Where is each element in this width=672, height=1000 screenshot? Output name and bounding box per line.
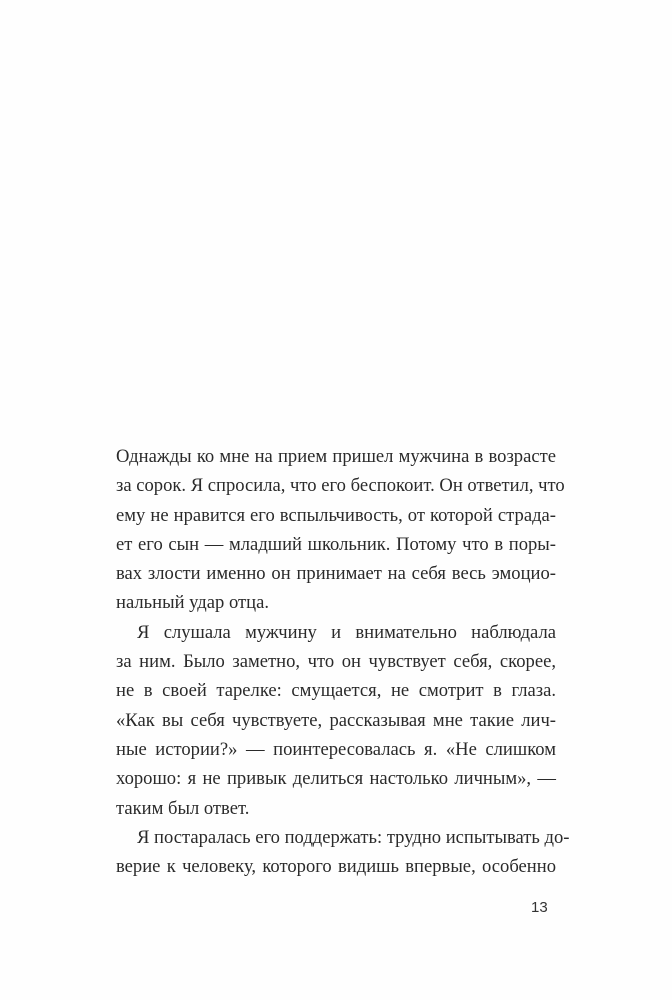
text-line: Я слушала мужчину и внимательно наблюдала — [137, 621, 556, 643]
body-text — [116, 442, 570, 881]
text-line: Однажды ко мне на прием пришел мужчина в возрасте — [116, 446, 556, 467]
text-line: ет его сын — младший школьник. Потому что в поры- — [116, 533, 556, 555]
text-line: нальный удар отца. — [116, 592, 269, 614]
text-line: верие к человеку, которого видишь впервые, особенно — [116, 856, 556, 878]
text-line: не в своей тарелке: смущается, не смотрит в глаза. — [116, 680, 556, 702]
text-line: Я постаралась его поддержать: трудно испытывать до- — [137, 826, 570, 848]
text-line: ные истории?» — поинтересовалась я. «Не слишком — [116, 738, 556, 760]
paragraph-2 — [116, 618, 556, 823]
text-line: за ним. Было заметно, что он чувствует себя, скорее, — [116, 651, 556, 673]
text-line: «Как вы себя чувствуете, рассказывая мне такие лич- — [116, 709, 556, 731]
paragraph-1 — [116, 442, 565, 618]
paragraph-3 — [116, 823, 570, 882]
page-number: 13 — [531, 899, 548, 916]
text-line: таким был ответ. — [116, 797, 250, 819]
text-line: вах злости именно он принимает на себя весь эмоцио- — [116, 563, 556, 585]
text-line: за сорок. Я спросила, что его беспокоит. Он ответил, что — [116, 475, 565, 497]
text-line: ему не нравится его вспыльчивость, от которой страда- — [116, 504, 556, 526]
text-line: хорошо: я не привык делиться настолько личным», — — [116, 768, 556, 790]
